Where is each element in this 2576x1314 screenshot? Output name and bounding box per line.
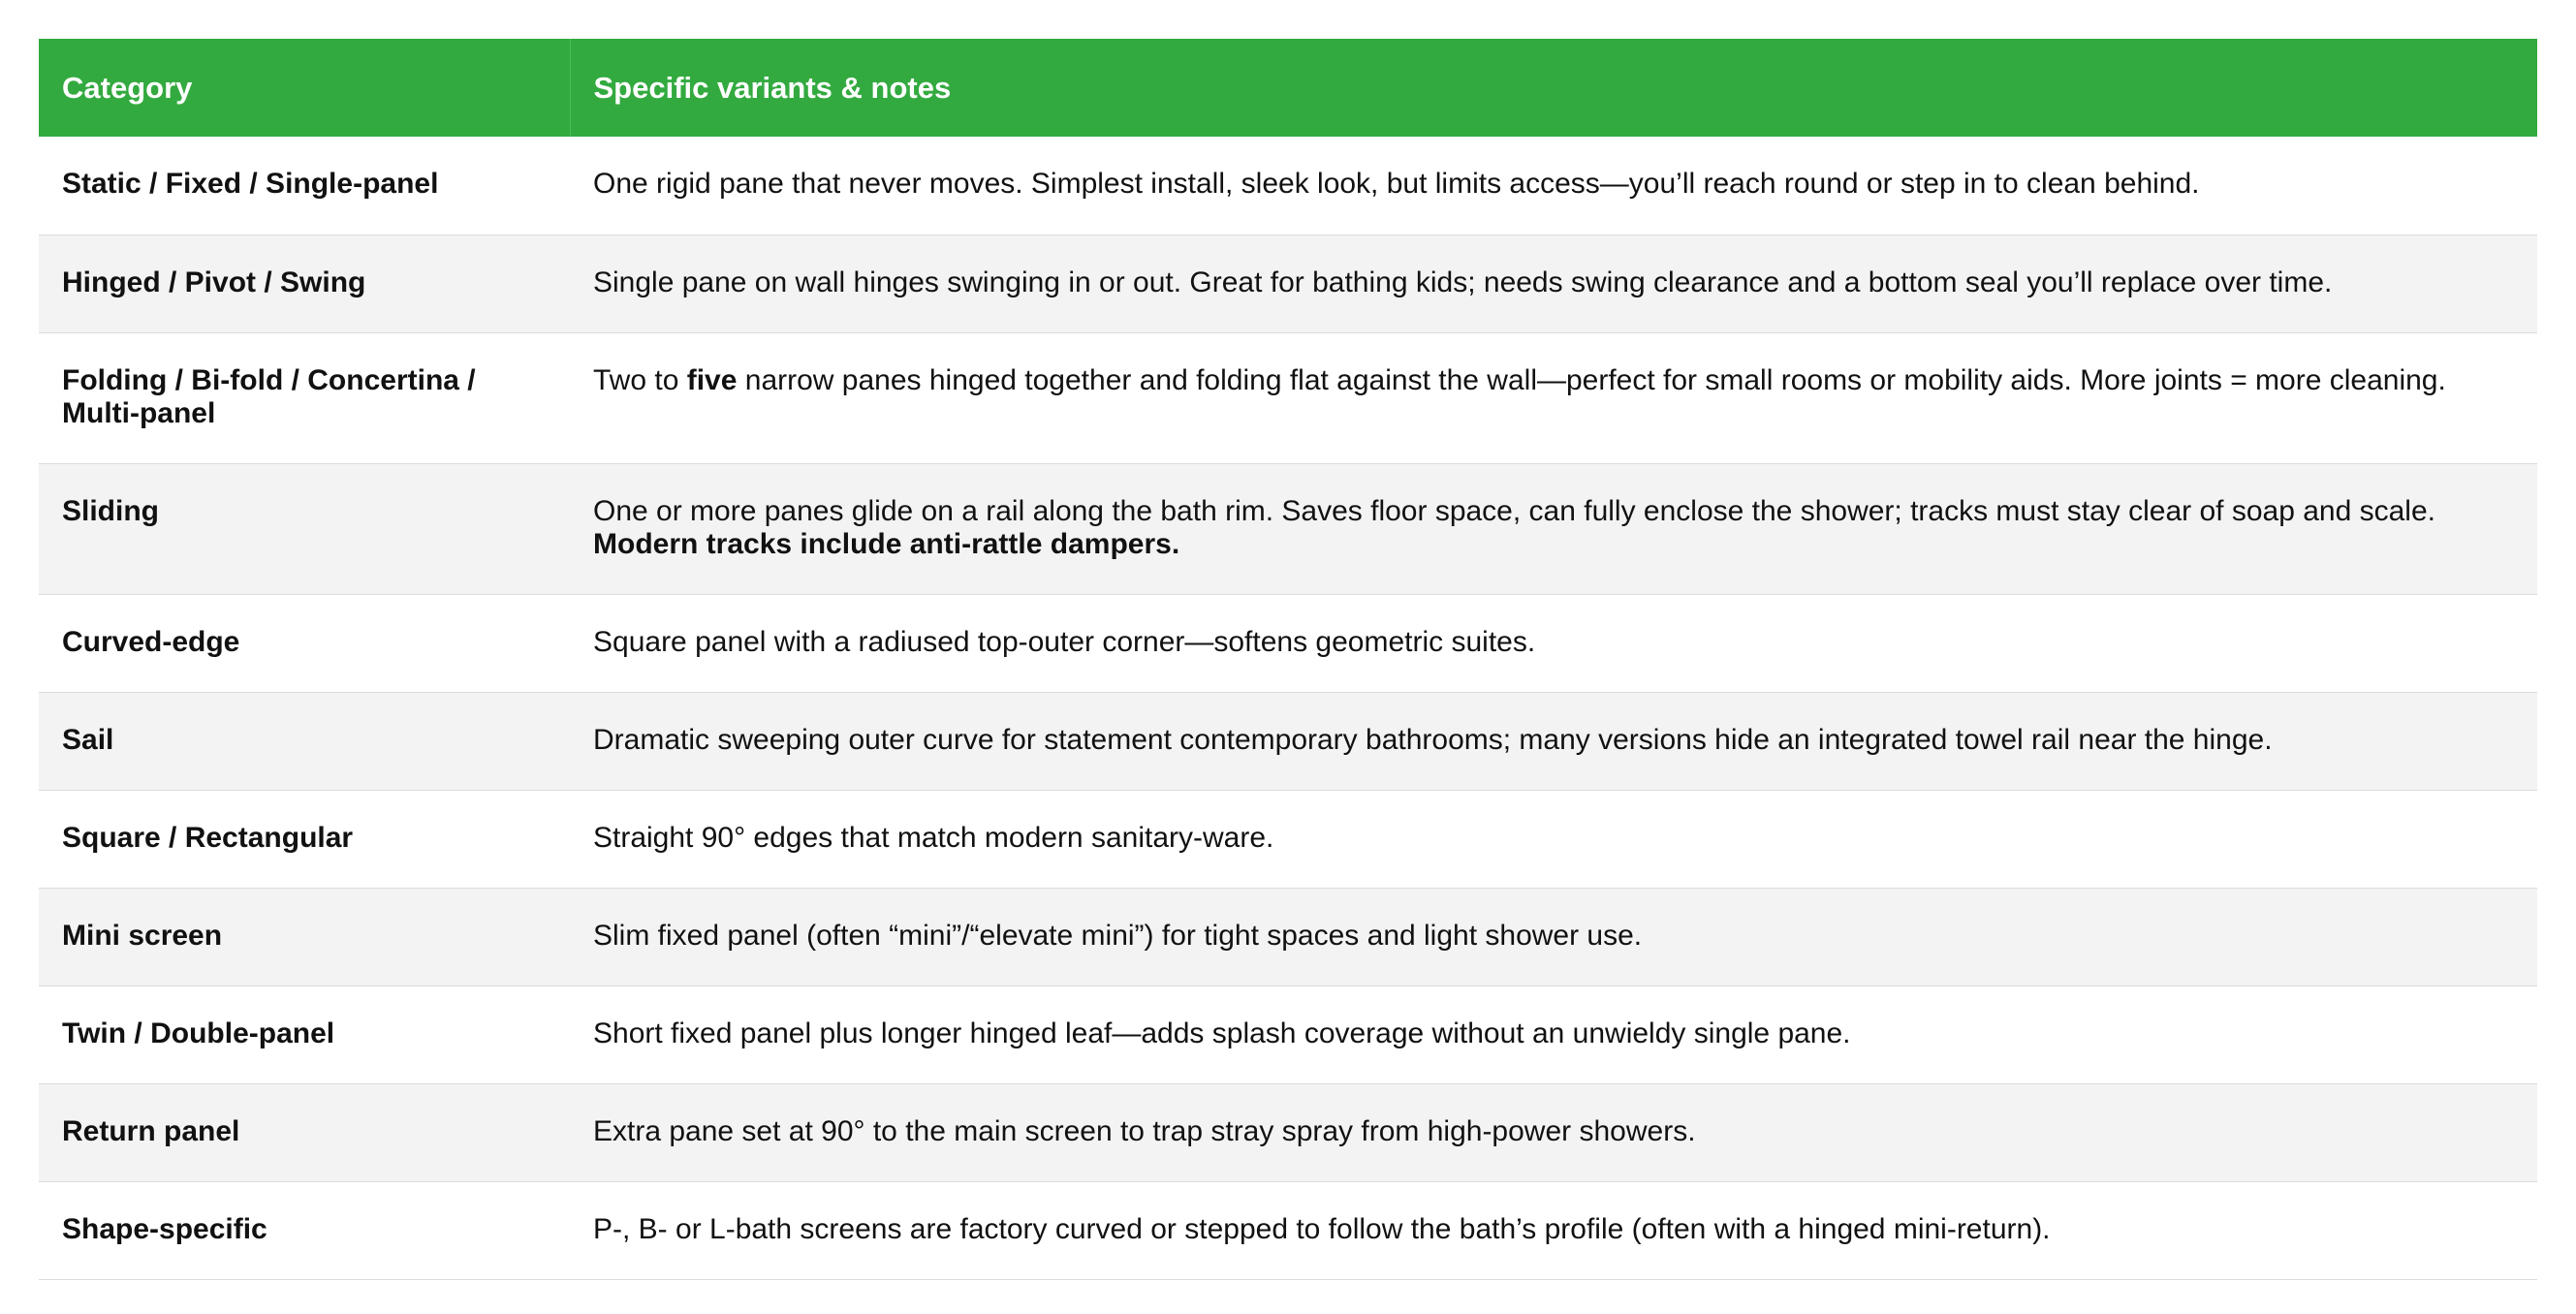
notes-text: One or more panes glide on a rail along the bath rim. Saves floor space, can fully enclose the shower; tracks must stay clear of soap and scale.	[593, 494, 2435, 527]
table-row	[39, 1181, 2537, 1279]
notes-cell: Slim fixed panel (often “mini”/“elevate mini”) for tight spaces and light shower use.	[570, 888, 2537, 986]
shower-screen-types-table	[39, 39, 2537, 1280]
notes-cell: One rigid pane that never moves. Simplest install, sleek look, but limits access—you’ll reach round or step in to clean behind.	[570, 137, 2537, 235]
notes-text: Two to	[593, 363, 687, 396]
table-row	[39, 463, 2537, 594]
notes-cell: Straight 90° edges that match modern sanitary-ware.	[570, 790, 2537, 888]
notes-cell	[570, 332, 2537, 463]
category-cell: Static / Fixed / Single-panel	[39, 137, 570, 235]
notes-cell: P-, B- or L-bath screens are factory curved or stepped to follow the bath’s profile (often with a hinged mini-return).	[570, 1181, 2537, 1279]
category-cell: Shape-specific	[39, 1181, 570, 1279]
column-header-category: Category	[39, 39, 570, 137]
table-body	[39, 137, 2537, 1279]
table-row	[39, 790, 2537, 888]
table-row	[39, 235, 2537, 332]
header-row	[39, 39, 2537, 137]
category-cell: Twin / Double-panel	[39, 986, 570, 1083]
table-row	[39, 137, 2537, 235]
column-header-notes: Specific variants & notes	[570, 39, 2537, 137]
notes-cell: Extra pane set at 90° to the main screen to trap stray spray from high-power showers.	[570, 1083, 2537, 1181]
table-row	[39, 1083, 2537, 1181]
category-cell: Curved-edge	[39, 594, 570, 692]
table-row	[39, 692, 2537, 790]
table-row	[39, 332, 2537, 463]
notes-text: narrow panes hinged together and folding flat against the wall—perfect for small rooms or mobility aids. More joints = more cleaning.	[737, 363, 2446, 396]
notes-cell: Short fixed panel plus longer hinged leaf—adds splash coverage without an unwieldy single pane.	[570, 986, 2537, 1083]
table-row	[39, 986, 2537, 1083]
category-cell: Return panel	[39, 1083, 570, 1181]
notes-emphasis: five	[686, 363, 738, 396]
category-cell: Sliding	[39, 463, 570, 594]
shower-screen-table-container	[39, 39, 2537, 1280]
category-cell: Folding / Bi-fold / Concertina / Multi-panel	[39, 332, 570, 463]
table-header	[39, 39, 2537, 137]
category-cell: Hinged / Pivot / Swing	[39, 235, 570, 332]
notes-cell	[570, 463, 2537, 594]
notes-cell: Square panel with a radiused top-outer corner—softens geometric suites.	[570, 594, 2537, 692]
table-row	[39, 594, 2537, 692]
table-row	[39, 888, 2537, 986]
category-cell: Square / Rectangular	[39, 790, 570, 888]
category-cell: Mini screen	[39, 888, 570, 986]
notes-emphasis: Modern tracks include anti-rattle dampers.	[593, 527, 1180, 560]
notes-cell: Dramatic sweeping outer curve for statement contemporary bathrooms; many versions hide an integrated towel rail near the hinge.	[570, 692, 2537, 790]
category-cell: Sail	[39, 692, 570, 790]
notes-cell: Single pane on wall hinges swinging in or out. Great for bathing kids; needs swing clearance and a bottom seal you’ll replace over time.	[570, 235, 2537, 332]
